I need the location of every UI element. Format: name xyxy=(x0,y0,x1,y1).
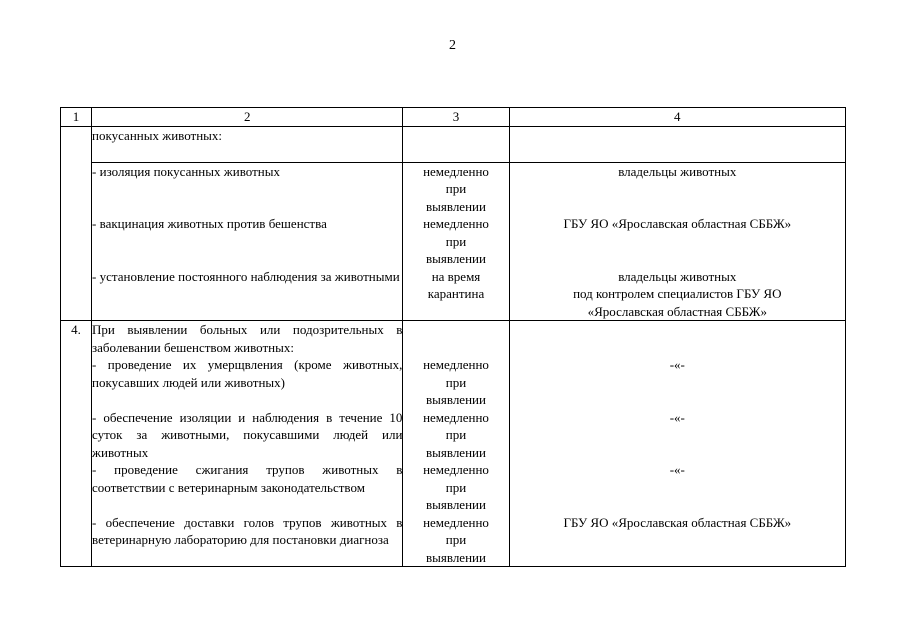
term-text: на время xyxy=(431,268,481,284)
measure-text: - изоляция покусанных животных xyxy=(92,163,280,179)
term-cell xyxy=(403,321,509,567)
header-cell-3: 3 xyxy=(403,108,509,127)
measure-text: - обеспечение доставки голов трупов животных в ветеринарную лабораторию для постановки диагноза xyxy=(92,514,403,547)
measure-text: - проведение их умерщвления (кроме животных, покусавших людей или животных) xyxy=(92,357,403,390)
responsible-cell xyxy=(509,162,845,321)
responsible-text: -«- xyxy=(669,462,685,477)
table-row xyxy=(61,162,846,321)
measure-text: - установление постоянного наблюдения за животными xyxy=(92,268,400,284)
term-text: выявлении xyxy=(426,444,486,460)
measure-text: - проведение сжигания трупов животных в соответствии с ветеринарным законодательством xyxy=(92,462,403,495)
term-text: при xyxy=(445,479,467,495)
responsible-text: ГБУ ЯО «Ярославская областная СББЖ» xyxy=(563,514,792,530)
responsible-text: владельцы животных xyxy=(618,163,737,179)
table-row xyxy=(61,126,846,162)
term-text: при xyxy=(445,427,467,442)
responsible-text: ГБУ ЯО «Ярославская областная СББЖ» xyxy=(563,216,792,231)
header-cell-4: 4 xyxy=(509,108,845,127)
responsible-text: -«- xyxy=(669,357,685,372)
term-text: при xyxy=(445,374,467,390)
term-text: при xyxy=(445,532,467,547)
responsible-cell xyxy=(509,126,845,162)
measure-text: - обеспечение изоляции и наблюдения в течение 10 суток за животными, покусавшими людей или животных xyxy=(92,409,403,460)
responsible-cell xyxy=(509,321,845,567)
header-cell-1: 1 xyxy=(61,108,92,127)
term-text: немедленно xyxy=(423,409,489,425)
term-cell xyxy=(403,126,509,162)
table-header-row xyxy=(61,108,846,127)
term-text: немедленно xyxy=(423,514,489,530)
measures-cell xyxy=(92,162,403,321)
row-number: 4. xyxy=(61,321,92,567)
page-number: 2 xyxy=(449,38,456,53)
term-text: выявлении xyxy=(426,198,486,214)
term-cell xyxy=(403,162,509,321)
term-text: выявлении xyxy=(426,251,486,266)
row-title: покусанных животных: xyxy=(92,126,403,162)
term-text: выявлении xyxy=(426,549,486,565)
header-cell-2: 2 xyxy=(92,108,403,127)
responsible-text: «Ярославская областная СББЖ» xyxy=(587,303,767,319)
responsible-text: -«- xyxy=(669,409,685,425)
term-text: немедленно xyxy=(423,163,489,179)
term-text: карантина xyxy=(427,286,485,301)
term-text: немедленно xyxy=(423,357,489,372)
responsible-text: владельцы животных xyxy=(618,268,737,284)
term-text: выявлении xyxy=(426,497,486,512)
measure-text: - вакцинация животных против бешенства xyxy=(92,216,327,231)
term-text: немедленно xyxy=(423,462,489,477)
term-text: выявлении xyxy=(426,392,486,407)
row-title: При выявлении больных или подозрительных в заболевании бешенством животных: xyxy=(92,322,403,355)
responsible-text: под контролем специалистов ГБУ ЯО xyxy=(573,286,782,301)
measures-table xyxy=(60,107,846,567)
row-number-cell xyxy=(61,126,92,321)
table-row xyxy=(61,321,846,567)
term-text: при xyxy=(445,181,467,196)
term-text: при xyxy=(445,233,467,249)
measures-cell xyxy=(92,321,403,567)
term-text: немедленно xyxy=(423,216,489,231)
